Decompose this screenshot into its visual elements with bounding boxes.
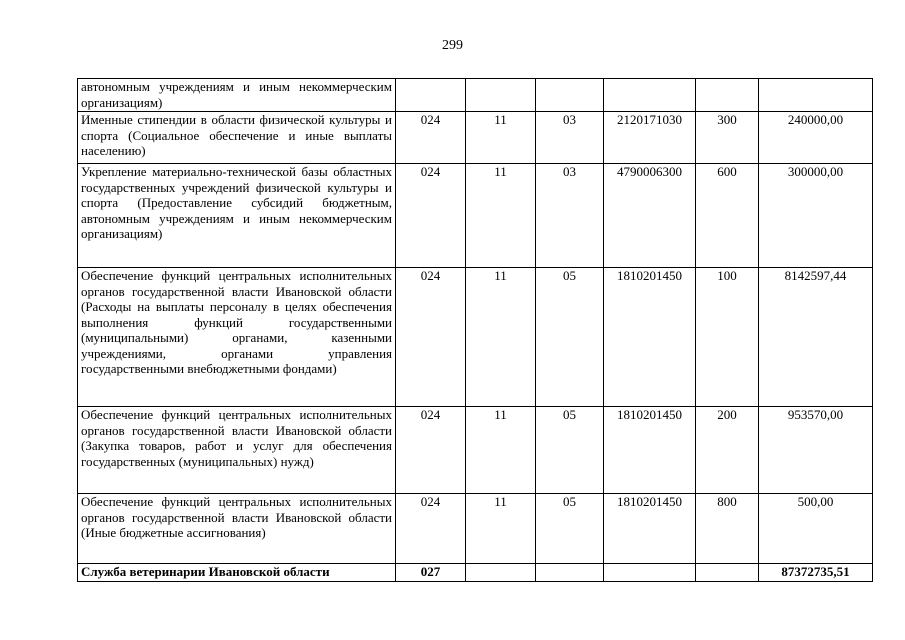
row-expense-type: 300	[696, 112, 759, 164]
row-section: 11	[466, 164, 536, 268]
table-row	[78, 268, 873, 407]
row-expense-type: 100	[696, 268, 759, 407]
total-name: Служба ветеринарии Ивановской области	[78, 564, 396, 582]
row-expense-type	[696, 79, 759, 112]
row-target	[604, 79, 696, 112]
row-name: Обеспечение функций центральных исполнительных органов государственной власти Ивановской области (Иные бюджетные ассигнования)	[78, 494, 396, 564]
row-code: 024	[396, 164, 466, 268]
total-section	[466, 564, 536, 582]
row-code	[396, 79, 466, 112]
table-row	[78, 164, 873, 268]
row-name: Именные стипендии в области физической культуры и спорта (Социальное обеспечение и иные выплаты населению)	[78, 112, 396, 164]
row-code: 024	[396, 407, 466, 494]
row-name: Обеспечение функций центральных исполнительных органов государственной власти Ивановской области (Расходы на выплаты персоналу в целях обеспечения выполнения функций государственными (муниципальными) органами, казенными учреждениями, органами управления государственными внебюджетными фондами)	[78, 268, 396, 407]
total-expense-type	[696, 564, 759, 582]
row-target: 4790006300	[604, 164, 696, 268]
total-amount: 87372735,51	[759, 564, 873, 582]
row-subsection	[536, 79, 604, 112]
total-subsection	[536, 564, 604, 582]
row-subsection: 05	[536, 268, 604, 407]
row-target: 1810201450	[604, 268, 696, 407]
row-target: 1810201450	[604, 407, 696, 494]
row-subsection: 03	[536, 164, 604, 268]
total-code: 027	[396, 564, 466, 582]
row-amount: 953570,00	[759, 407, 873, 494]
budget-table	[77, 78, 873, 582]
row-section: 11	[466, 494, 536, 564]
table-row	[78, 79, 873, 112]
row-section: 11	[466, 112, 536, 164]
page-number: 299	[442, 38, 463, 53]
row-code: 024	[396, 268, 466, 407]
table-row	[78, 112, 873, 164]
row-target: 2120171030	[604, 112, 696, 164]
row-code: 024	[396, 494, 466, 564]
row-subsection: 05	[536, 494, 604, 564]
total-target	[604, 564, 696, 582]
row-code: 024	[396, 112, 466, 164]
row-name: Обеспечение функций центральных исполнительных органов государственной власти Ивановской области (Закупка товаров, работ и услуг для обеспечения государственных (муниципальных) нужд)	[78, 407, 396, 494]
row-target: 1810201450	[604, 494, 696, 564]
row-section: 11	[466, 407, 536, 494]
table-row	[78, 494, 873, 564]
row-amount: 300000,00	[759, 164, 873, 268]
row-expense-type: 600	[696, 164, 759, 268]
row-section: 11	[466, 268, 536, 407]
table-row	[78, 407, 873, 494]
row-amount	[759, 79, 873, 112]
row-amount: 240000,00	[759, 112, 873, 164]
row-name: автономным учреждениям и иным некоммерческим организациям)	[78, 79, 396, 112]
row-amount: 500,00	[759, 494, 873, 564]
total-row	[78, 564, 873, 582]
row-subsection: 03	[536, 112, 604, 164]
row-amount: 8142597,44	[759, 268, 873, 407]
row-name: Укрепление материально-технической базы областных государственных учреждений физической культуры и спорта (Предоставление субсидий бюджетным, автономным учреждениям и иным некоммерческим организациям)	[78, 164, 396, 268]
row-section	[466, 79, 536, 112]
row-expense-type: 800	[696, 494, 759, 564]
row-subsection: 05	[536, 407, 604, 494]
row-expense-type: 200	[696, 407, 759, 494]
